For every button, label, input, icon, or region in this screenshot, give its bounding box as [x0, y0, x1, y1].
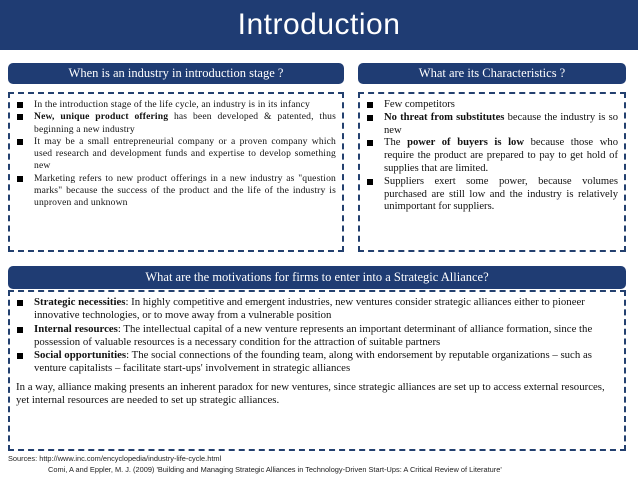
square-bullet-icon [17, 353, 23, 359]
list-item: Strategic necessities: In highly competitive and emergent industries, new ventures consider strategic alliances either to pioneer innovative technologies, or to move away from a vulnerable position [16, 296, 618, 323]
square-bullet-icon [17, 176, 23, 182]
source-line-1: Sources: http://www.inc.com/encyclopedia/industry-life-cycle.html [8, 454, 222, 463]
list-item: Marketing refers to new product offerings in a new industry as "question marks" because the success of the product and the life of the industry is unproven and unknown [16, 173, 336, 210]
list-item: In the introduction stage of the life cycle, an industry is in its infancy [16, 99, 336, 111]
square-bullet-icon [17, 327, 23, 333]
bottom-section-box [8, 290, 626, 451]
right-bullet-list [366, 99, 618, 214]
list-item: No threat from substitutes because the industry is so new [366, 112, 618, 138]
square-bullet-icon [17, 114, 23, 120]
list-item: New, unique product offering has been developed & patented, thus beginning a new industry [16, 111, 336, 136]
page-title: Introduction [237, 8, 401, 41]
right-section-header: What are its Characteristics ? [358, 63, 626, 84]
left-bullet-list [16, 99, 336, 210]
square-bullet-icon [17, 139, 23, 145]
right-section-box [358, 92, 626, 252]
closing-paragraph: In a way, alliance making presents an inherent paradox for new ventures, since strategic alliances are set up to access external resources, yet internal resources are needed to set up strategic alliances. [16, 380, 605, 407]
left-section-header: When is an industry in introduction stage ? [8, 63, 344, 84]
square-bullet-icon [367, 115, 373, 121]
square-bullet-icon [17, 300, 23, 306]
bottom-section-header: What are the motivations for firms to enter into a Strategic Alliance? [8, 266, 626, 289]
bottom-bullet-list [16, 296, 618, 376]
sources [8, 453, 633, 475]
left-section-box [8, 92, 344, 252]
source-line-2: Comi, A and Eppler, M. J. (2009) 'Building and Managing Strategic Alliances in Technology-Driven Start-Ups: A Critical Review of Literature' [48, 465, 502, 474]
list-item: The power of buyers is low because those who require the product are prepared to pay to get hold of supplies that are limited. [366, 137, 618, 175]
list-item: Internal resources: The intellectual capital of a new venture represents an important determinant of alliance formation, since the possession of valuable resources is a necessary condition for the attraction of suitable partners [16, 323, 618, 350]
list-item: Suppliers exert some power, because volumes purchased are still low and the industry is relatively unimportant for suppliers. [366, 176, 618, 214]
list-item: It may be a small entrepreneurial company or a proven company which used research and development funds and expertise to develop something new [16, 136, 336, 173]
square-bullet-icon [367, 179, 373, 185]
square-bullet-icon [367, 140, 373, 146]
title-bar [0, 0, 638, 50]
square-bullet-icon [17, 102, 23, 108]
list-item: Few competitors [366, 99, 618, 112]
square-bullet-icon [367, 102, 373, 108]
list-item: Social opportunities: The social connections of the founding team, along with endorsement by reputable organizations – such as venture capitalists – facilitate start-ups' involvement in strategic alliances [16, 349, 618, 376]
